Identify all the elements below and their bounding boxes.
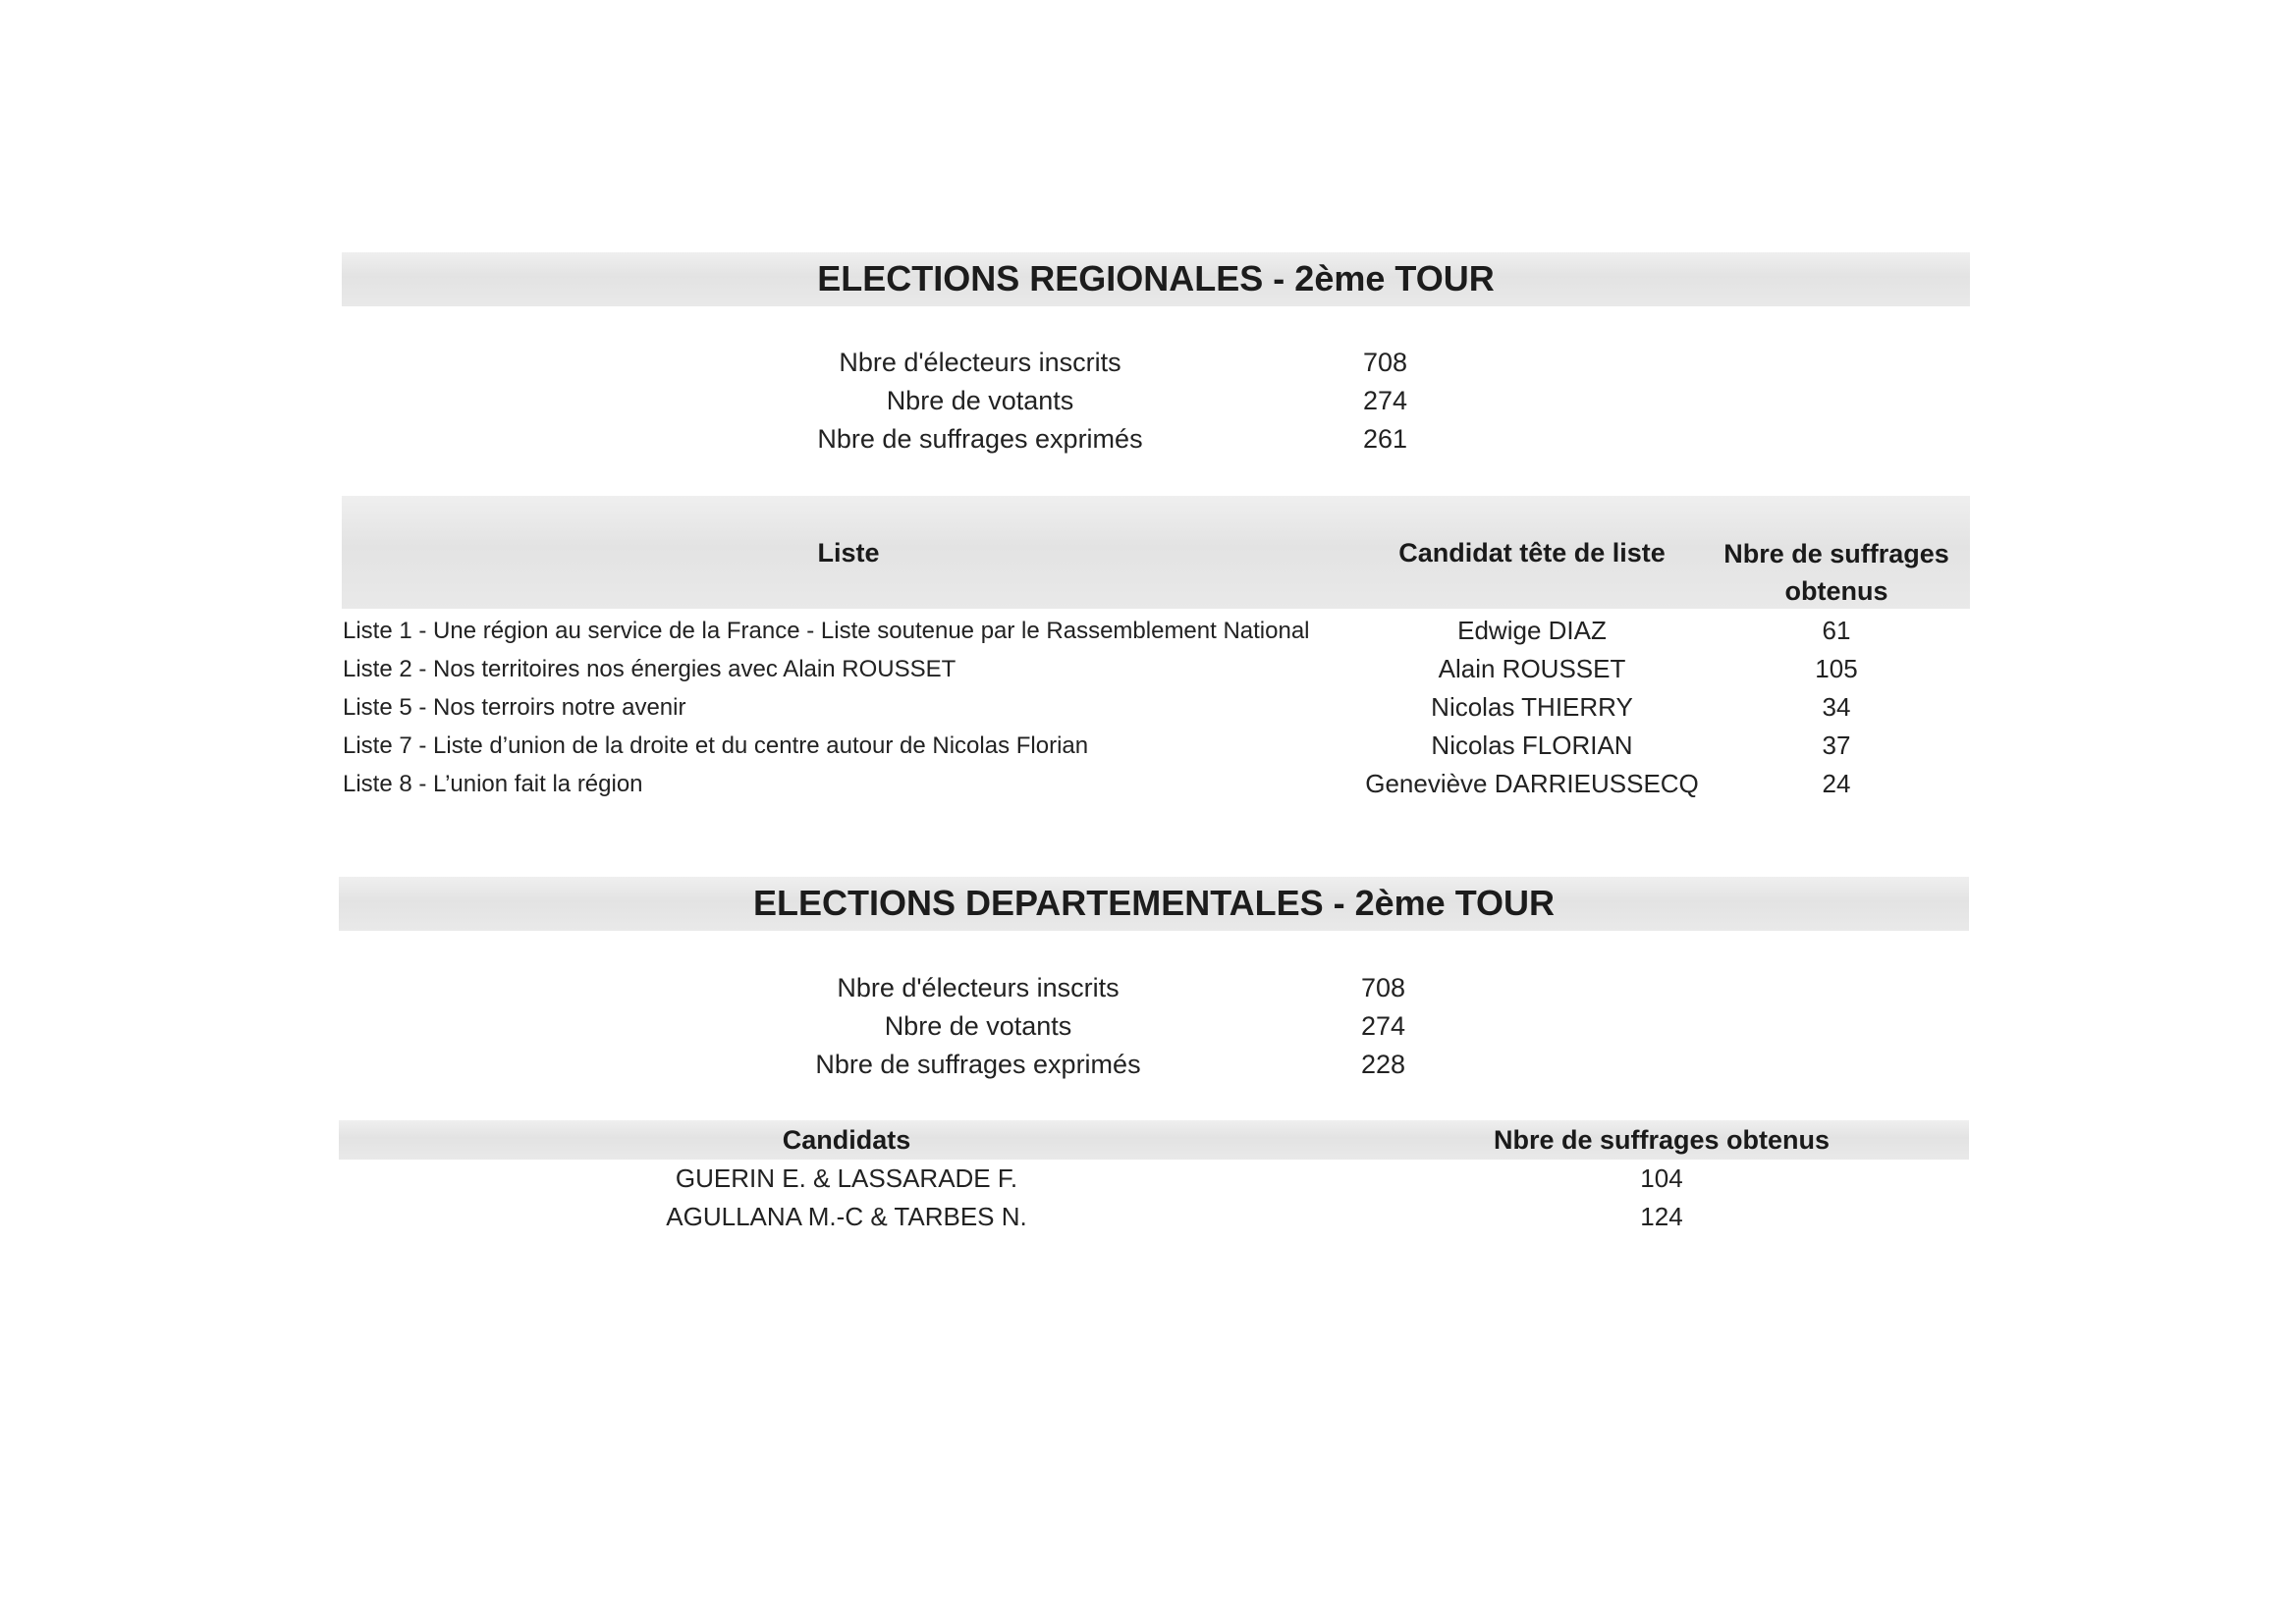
stat-label-exprimes: Nbre de suffrages exprimés bbox=[817, 424, 1143, 454]
cell-suffrages: 24 bbox=[1822, 769, 1851, 798]
header-suffrages bbox=[1709, 535, 1964, 610]
cell-liste: Liste 7 - Liste d’union de la droite et du centre autour de Nicolas Florian bbox=[343, 732, 1089, 759]
departementales-title: ELECTIONS DEPARTEMENTALES - 2ème TOUR bbox=[752, 883, 1556, 923]
cell-suffrages: 61 bbox=[1822, 616, 1851, 645]
cell-suffrages: 34 bbox=[1822, 692, 1851, 722]
cell-liste: Liste 1 - Une région au service de la France - Liste soutenue par le Rassemblement National bbox=[343, 618, 1310, 644]
stat-label-inscrits: Nbre d'électeurs inscrits bbox=[837, 973, 1120, 1002]
stat-label-exprimes: Nbre de suffrages exprimés bbox=[815, 1050, 1141, 1079]
cell-candidat: Edwige DIAZ bbox=[1457, 616, 1607, 645]
cell-suffrages: 37 bbox=[1822, 730, 1851, 760]
header-suffrages-line1: Nbre de suffrages bbox=[1723, 539, 1949, 568]
stat-value-votants: 274 bbox=[1363, 386, 1408, 415]
cell-suffrages: 124 bbox=[1640, 1202, 1683, 1231]
stat-label-inscrits: Nbre d'électeurs inscrits bbox=[839, 348, 1121, 377]
cell-candidat: Alain ROUSSET bbox=[1438, 654, 1626, 683]
cell-liste: Liste 8 - L’union fait la région bbox=[343, 771, 643, 797]
cell-candidats: AGULLANA M.-C & TARBES N. bbox=[666, 1202, 1027, 1231]
stat-label-votants: Nbre de votants bbox=[884, 1011, 1072, 1041]
stat-value-inscrits: 708 bbox=[1363, 348, 1408, 377]
cell-liste: Liste 5 - Nos terroirs notre avenir bbox=[343, 694, 686, 721]
stat-value-exprimes: 261 bbox=[1363, 424, 1408, 454]
cell-candidat: Nicolas THIERRY bbox=[1431, 692, 1633, 722]
stat-label-votants: Nbre de votants bbox=[886, 386, 1074, 415]
cell-candidat: Geneviève DARRIEUSSECQ bbox=[1365, 769, 1699, 798]
stat-value-votants: 274 bbox=[1361, 1011, 1406, 1041]
cell-suffrages: 105 bbox=[1815, 654, 1858, 683]
cell-liste: Liste 2 - Nos territoires nos énergies avec Alain ROUSSET bbox=[343, 656, 957, 682]
header-suffrages-obtenus: Nbre de suffrages obtenus bbox=[1493, 1125, 1831, 1155]
header-candidats: Candidats bbox=[782, 1125, 911, 1155]
cell-suffrages: 104 bbox=[1640, 1163, 1683, 1193]
cell-candidats: GUERIN E. & LASSARADE F. bbox=[675, 1163, 1018, 1193]
stat-value-exprimes: 228 bbox=[1361, 1050, 1406, 1079]
regionales-title: ELECTIONS REGIONALES - 2ème TOUR bbox=[817, 258, 1495, 298]
stat-value-inscrits: 708 bbox=[1361, 973, 1406, 1002]
header-liste: Liste bbox=[817, 538, 880, 568]
header-suffrages-line2: obtenus bbox=[1784, 576, 1888, 606]
header-candidat: Candidat tête de liste bbox=[1398, 538, 1666, 568]
cell-candidat: Nicolas FLORIAN bbox=[1431, 730, 1633, 760]
